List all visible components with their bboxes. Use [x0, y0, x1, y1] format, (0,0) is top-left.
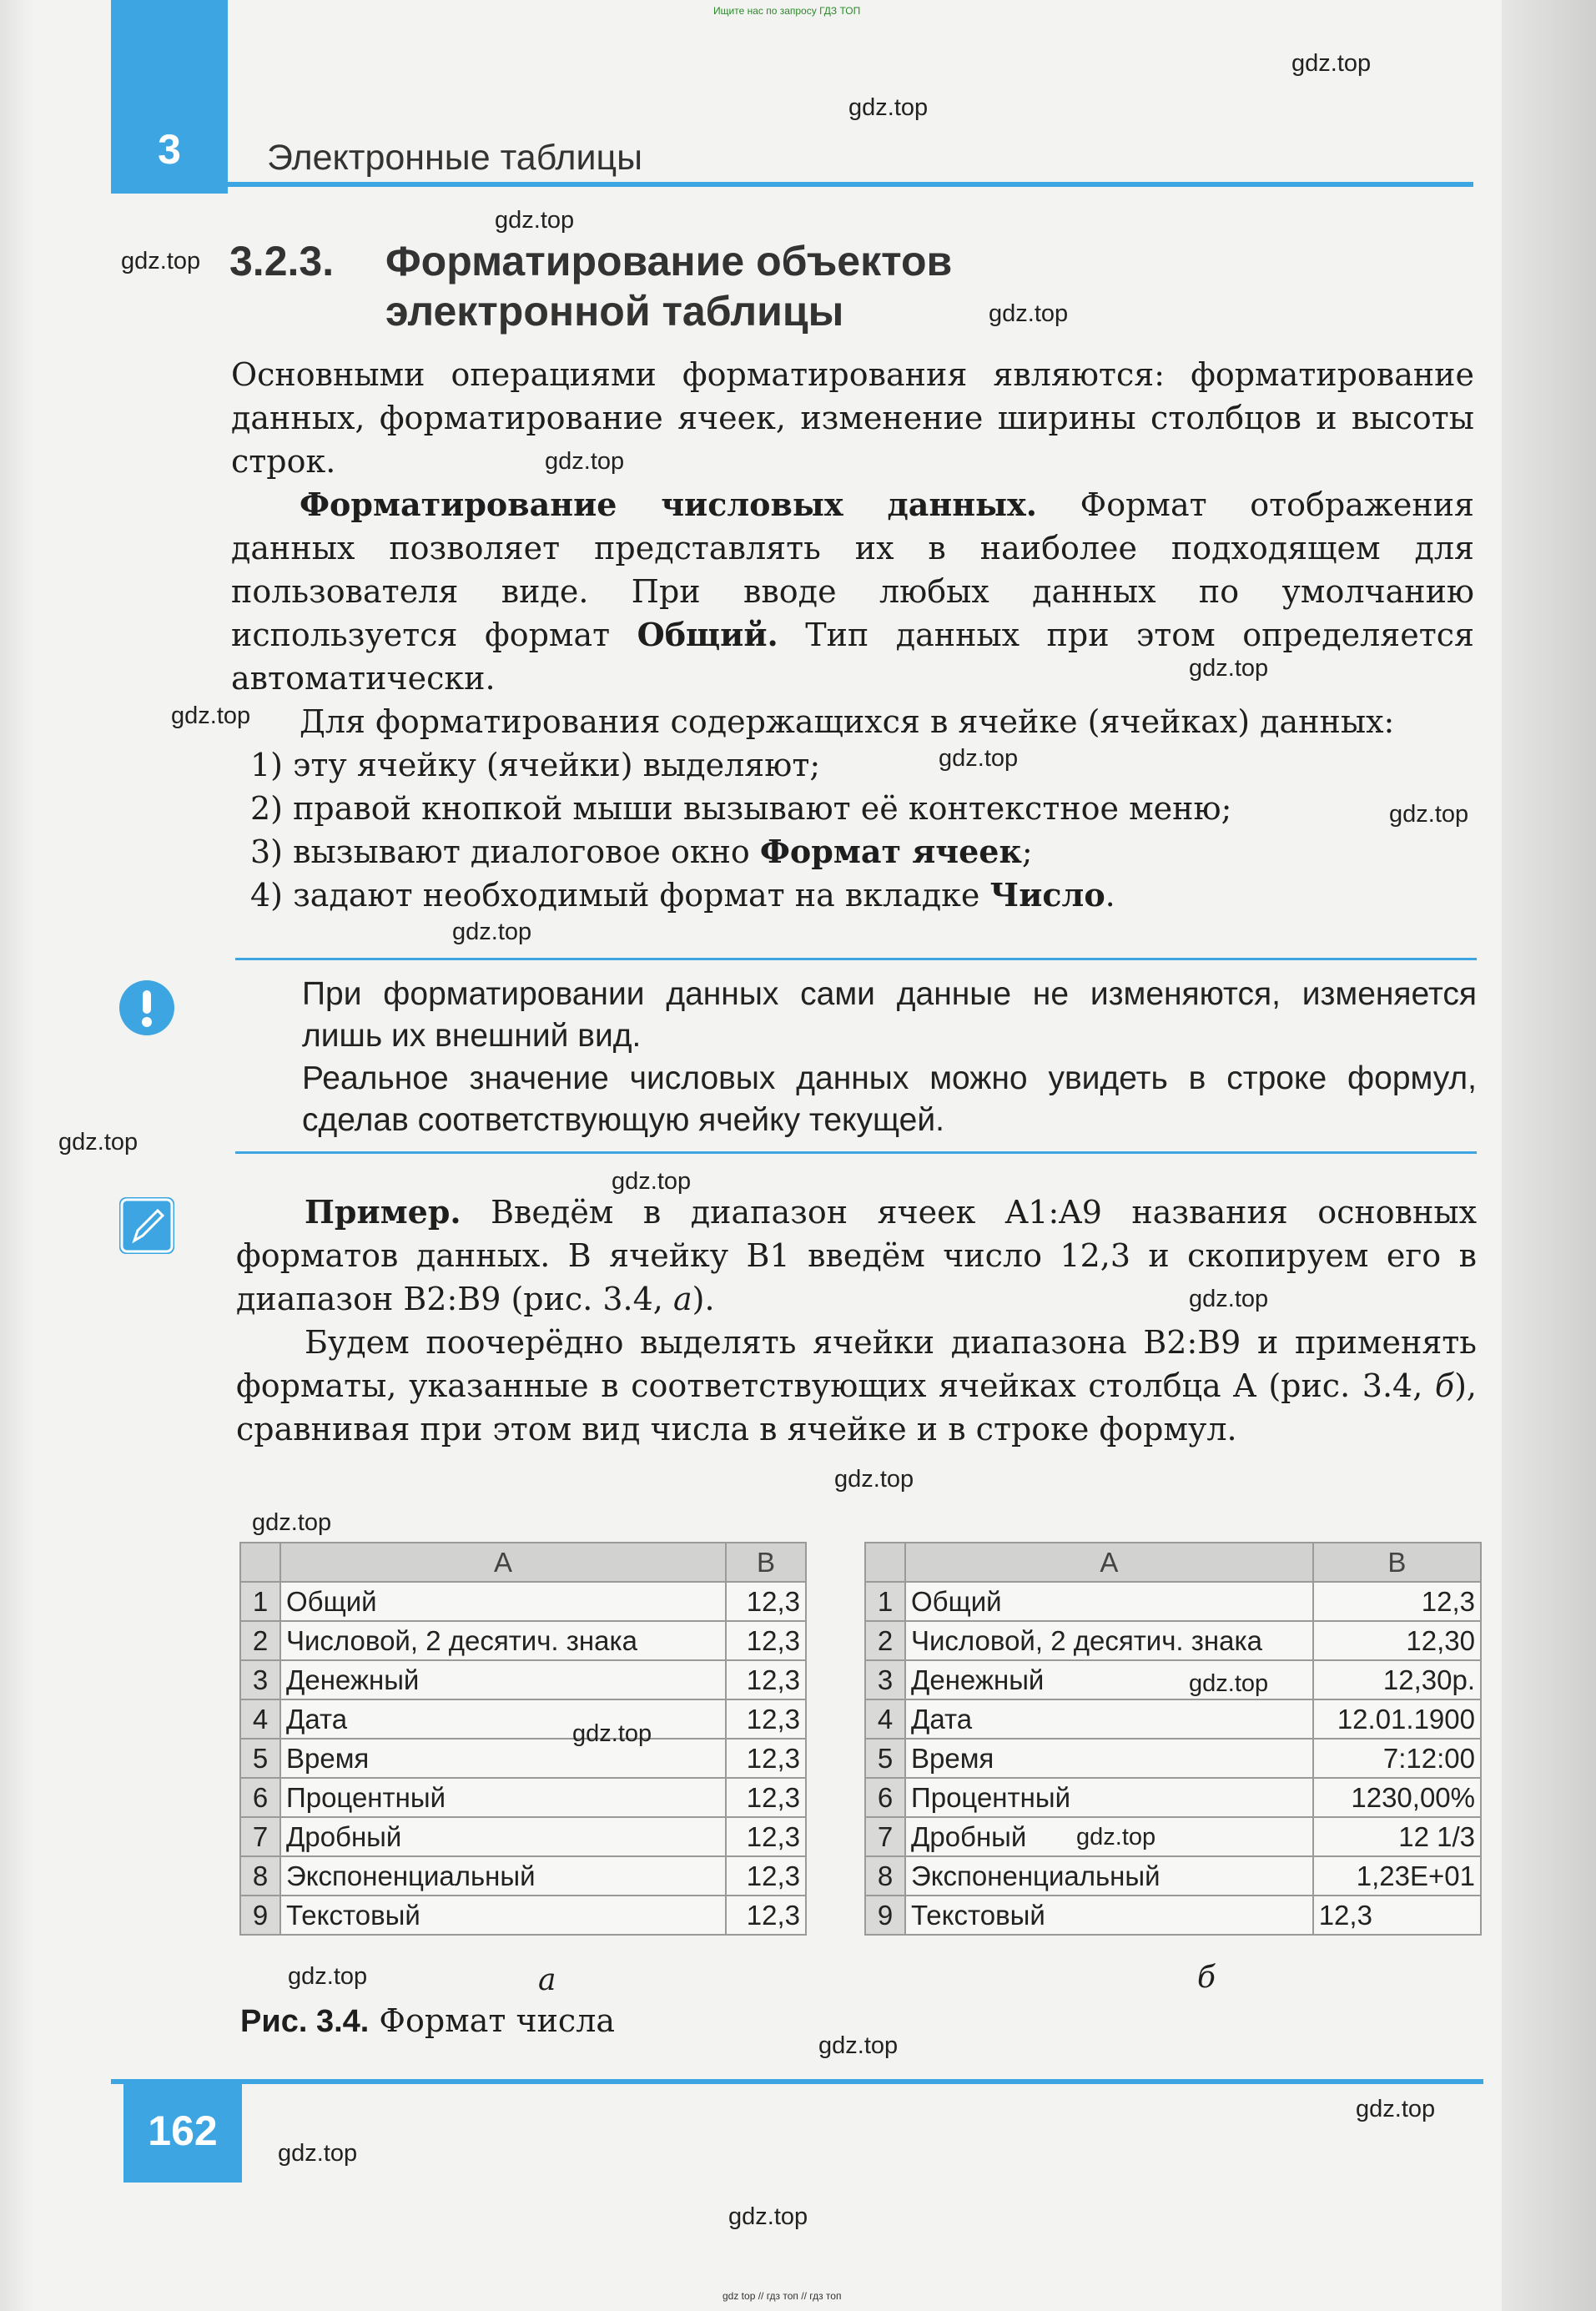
- value-cell: 1,23E+01: [1313, 1856, 1481, 1896]
- table-row: [240, 1582, 806, 1621]
- example-label: Пример.: [305, 1193, 461, 1231]
- bottom-banner: gdz top // гдз топ // гдз топ: [722, 2290, 842, 2302]
- example-paragraph: [236, 1191, 1477, 1451]
- step-1: 1) эту ячейку (ячейки) выделяют;: [250, 747, 821, 783]
- watermark: gdz.top: [121, 248, 201, 274]
- value-cell: 12.01.1900: [1313, 1699, 1481, 1739]
- table-row: [865, 1699, 1481, 1739]
- exclamation-icon: [119, 980, 174, 1035]
- value-cell: 7:12:00: [1313, 1739, 1481, 1778]
- table-row: [240, 1621, 806, 1660]
- format-name-cell: Экспоненциальный: [905, 1856, 1313, 1896]
- format-name-cell: Числовой, 2 десятич. знака: [905, 1621, 1313, 1660]
- example-text1: Введём в диапазон ячеек A1:A9 названия основных форматов данных. В ячейку B1 введём число 12,3 и скопируем его в диапазон B2:B9 (рис. 3.4,: [236, 1194, 1477, 1317]
- table-row: [240, 1896, 806, 1935]
- format-name-cell: Дата: [280, 1699, 726, 1739]
- table-row: [865, 1621, 1481, 1660]
- note-rule-bottom: [235, 1151, 1477, 1154]
- watermark: gdz.top: [58, 1129, 138, 1156]
- value-cell: 12 1/3: [1313, 1817, 1481, 1856]
- format-name-cell: Денежный: [905, 1660, 1313, 1699]
- format-name-cell: Дробный: [280, 1817, 726, 1856]
- table-row: [240, 1739, 806, 1778]
- value-cell: 12,3: [1313, 1896, 1481, 1935]
- col-header-b: B: [726, 1543, 806, 1582]
- table-row: [865, 1739, 1481, 1778]
- col-header-a: A: [905, 1543, 1313, 1582]
- note-rule-top: [235, 958, 1477, 960]
- row-number: 1: [865, 1582, 905, 1621]
- watermark: gdz.top: [171, 702, 251, 729]
- numeric-heading: Форматирование числовых данных.: [300, 486, 1038, 523]
- note-line2: Реальное значение числовых данных можно увидеть в строке формул, сделав соответствующую ячейку текущей.: [302, 1060, 1477, 1138]
- footer-rule: [111, 2079, 1483, 2084]
- intro-paragraph: [231, 353, 1474, 483]
- format-name-cell: Процентный: [905, 1778, 1313, 1817]
- numeric-text2: Тип данных при этом определяется автоматически.: [231, 617, 1474, 697]
- table-row: [240, 1660, 806, 1699]
- page-number: 162: [148, 2107, 218, 2154]
- format-name-cell: Денежный: [280, 1660, 726, 1699]
- pencil-icon: [119, 1197, 174, 1254]
- value-cell: 12,3: [1313, 1582, 1481, 1621]
- steps-lead: Для форматирования содержащихся в ячейке (ячейках) данных:: [300, 703, 1395, 740]
- watermark: gdz.top: [1356, 2096, 1436, 2122]
- watermark: gdz.top: [848, 94, 929, 121]
- example-text2: Будем поочерёдно выделять ячейки диапазона B2:B9 и применять форматы, указанные в соответствующих ячейках столбца A (рис. 3.4,: [236, 1324, 1477, 1404]
- caption-label: Рис. 3.4.: [240, 2004, 370, 2039]
- row-number: 8: [240, 1856, 280, 1896]
- table-row: [240, 1856, 806, 1896]
- page-right-edge: [1502, 0, 1596, 2311]
- value-cell: 12,3: [726, 1739, 806, 1778]
- step-4: [250, 874, 1477, 917]
- value-cell: 12,3: [726, 1856, 806, 1896]
- row-number: 2: [865, 1621, 905, 1660]
- row-number: 5: [865, 1739, 905, 1778]
- row-number: 8: [865, 1856, 905, 1896]
- header-row: [865, 1543, 1481, 1582]
- watermark: gdz.top: [495, 207, 575, 234]
- intro-text: Основными операциями форматирования являются: форматирование данных, форматирование ячеек, изменение ширины столбцов и высоты строк.: [231, 356, 1474, 480]
- row-number: 9: [865, 1896, 905, 1935]
- value-cell: 12,3: [726, 1660, 806, 1699]
- sublabel-b: б: [1197, 1961, 1216, 1995]
- watermark: gdz.top: [1291, 50, 1372, 77]
- row-number: 7: [240, 1817, 280, 1856]
- row-number: 6: [240, 1778, 280, 1817]
- watermark: gdz.top: [452, 919, 532, 945]
- step-3: [250, 830, 1477, 874]
- page-left-edge: [0, 0, 33, 2311]
- watermark: gdz.top: [1189, 655, 1269, 682]
- step-3-bold: Формат ячеек: [759, 833, 1022, 870]
- value-cell: 12,30р.: [1313, 1660, 1481, 1699]
- watermark: gdz.top: [1189, 1286, 1269, 1312]
- step-4-end: .: [1105, 877, 1115, 914]
- value-cell: 12,30: [1313, 1621, 1481, 1660]
- chapter-number: 3: [158, 126, 181, 173]
- table-row: [240, 1699, 806, 1739]
- row-number: 4: [240, 1699, 280, 1739]
- value-cell: 12,3: [726, 1817, 806, 1856]
- step-4-bold: Число: [989, 876, 1105, 914]
- value-cell: 12,3: [726, 1621, 806, 1660]
- note-line1: При форматировании данных сами данные не изменяются, изменяется лишь их внешний вид.: [302, 976, 1477, 1054]
- value-cell: 12,3: [726, 1699, 806, 1739]
- format-name-cell: Дробный: [905, 1817, 1313, 1856]
- row-number: 3: [240, 1660, 280, 1699]
- watermark: gdz.top: [1389, 801, 1469, 828]
- row-number: 5: [240, 1739, 280, 1778]
- spreadsheet-a: [239, 1542, 807, 1936]
- table-row: [240, 1817, 806, 1856]
- col-header-b: B: [1313, 1543, 1481, 1582]
- top-banner: Ищите нас по запросу ГДЗ ТОП: [713, 5, 861, 17]
- row-number: 3: [865, 1660, 905, 1699]
- section-number: 3.2.3.: [229, 238, 335, 284]
- step-3-end: ;: [1021, 833, 1033, 870]
- caption-text: Формат числа: [369, 2002, 616, 2039]
- watermark: gdz.top: [278, 2140, 358, 2167]
- numeric-bold-word: Общий.: [637, 616, 778, 653]
- table-row: [240, 1778, 806, 1817]
- format-name-cell: Общий: [280, 1582, 726, 1621]
- format-name-cell: Текстовый: [905, 1896, 1313, 1935]
- table-row: [865, 1856, 1481, 1896]
- table-row: [865, 1817, 1481, 1856]
- table-row: [865, 1778, 1481, 1817]
- steps-list: [250, 743, 1477, 917]
- figure-caption: [240, 2002, 615, 2040]
- corner-cell: [240, 1543, 280, 1582]
- watermark: gdz.top: [572, 1720, 652, 1747]
- header-row: [240, 1543, 806, 1582]
- section-title-line2: электронной таблицы: [385, 288, 844, 335]
- value-cell: 12,3: [726, 1896, 806, 1935]
- row-number: 9: [240, 1896, 280, 1935]
- format-name-cell: Процентный: [280, 1778, 726, 1817]
- section-title-line1: Форматирование объектов: [385, 238, 953, 284]
- row-number: 1: [240, 1582, 280, 1621]
- format-name-cell: Текстовый: [280, 1896, 726, 1935]
- row-number: 4: [865, 1699, 905, 1739]
- step-2: 2) правой кнопкой мыши вызывают её контекстное меню;: [250, 790, 1232, 827]
- row-number: 6: [865, 1778, 905, 1817]
- numeric-paragraph: [231, 483, 1474, 700]
- format-name-cell: Время: [905, 1739, 1313, 1778]
- step-3-text: 3) вызывают диалоговое окно: [250, 833, 760, 870]
- watermark: gdz.top: [1189, 1670, 1269, 1697]
- format-name-cell: Общий: [905, 1582, 1313, 1621]
- row-number: 2: [240, 1621, 280, 1660]
- format-name-cell: Дата: [905, 1699, 1313, 1739]
- table-row: [865, 1582, 1481, 1621]
- watermark: gdz.top: [1076, 1824, 1156, 1850]
- row-number: 7: [865, 1817, 905, 1856]
- watermark: gdz.top: [252, 1509, 332, 1536]
- step-4-text: 4) задают необходимый формат на вкладке: [250, 877, 990, 914]
- col-header-a: A: [280, 1543, 726, 1582]
- chapter-title: Электронные таблицы: [267, 138, 643, 178]
- spreadsheet-b: [864, 1542, 1482, 1936]
- watermark: gdz.top: [545, 448, 625, 475]
- watermark: gdz.top: [728, 2203, 808, 2230]
- watermark: gdz.top: [288, 1963, 368, 1990]
- watermark: gdz.top: [989, 300, 1069, 327]
- example-italic-a: а: [672, 1281, 692, 1317]
- watermark: gdz.top: [834, 1466, 914, 1493]
- example-text2-end: ), сравнивая при этом вид числа в ячейке и в строке формул.: [236, 1367, 1477, 1448]
- sublabel-a: а: [538, 1963, 556, 1997]
- table-row: [865, 1896, 1481, 1935]
- format-name-cell: Числовой, 2 десятич. знака: [280, 1621, 726, 1660]
- format-name-cell: Экспоненциальный: [280, 1856, 726, 1896]
- watermark: gdz.top: [939, 745, 1019, 772]
- format-name-cell: Время: [280, 1739, 726, 1778]
- corner-cell: [865, 1543, 905, 1582]
- example-text1-end: ).: [692, 1281, 715, 1317]
- value-cell: 12,3: [726, 1778, 806, 1817]
- table-row: [865, 1660, 1481, 1699]
- value-cell: 1230,00%: [1313, 1778, 1481, 1817]
- watermark: gdz.top: [818, 2032, 899, 2059]
- watermark: gdz.top: [612, 1168, 692, 1195]
- header-rule: [111, 182, 1473, 187]
- example-italic-b: б: [1434, 1367, 1455, 1404]
- numeric-text1: Формат отображения данных позволяет представлять их в наиболее подходящем для пользователя виде. При вводе любых данных по умолчанию используется формат: [231, 486, 1474, 653]
- value-cell: 12,3: [726, 1582, 806, 1621]
